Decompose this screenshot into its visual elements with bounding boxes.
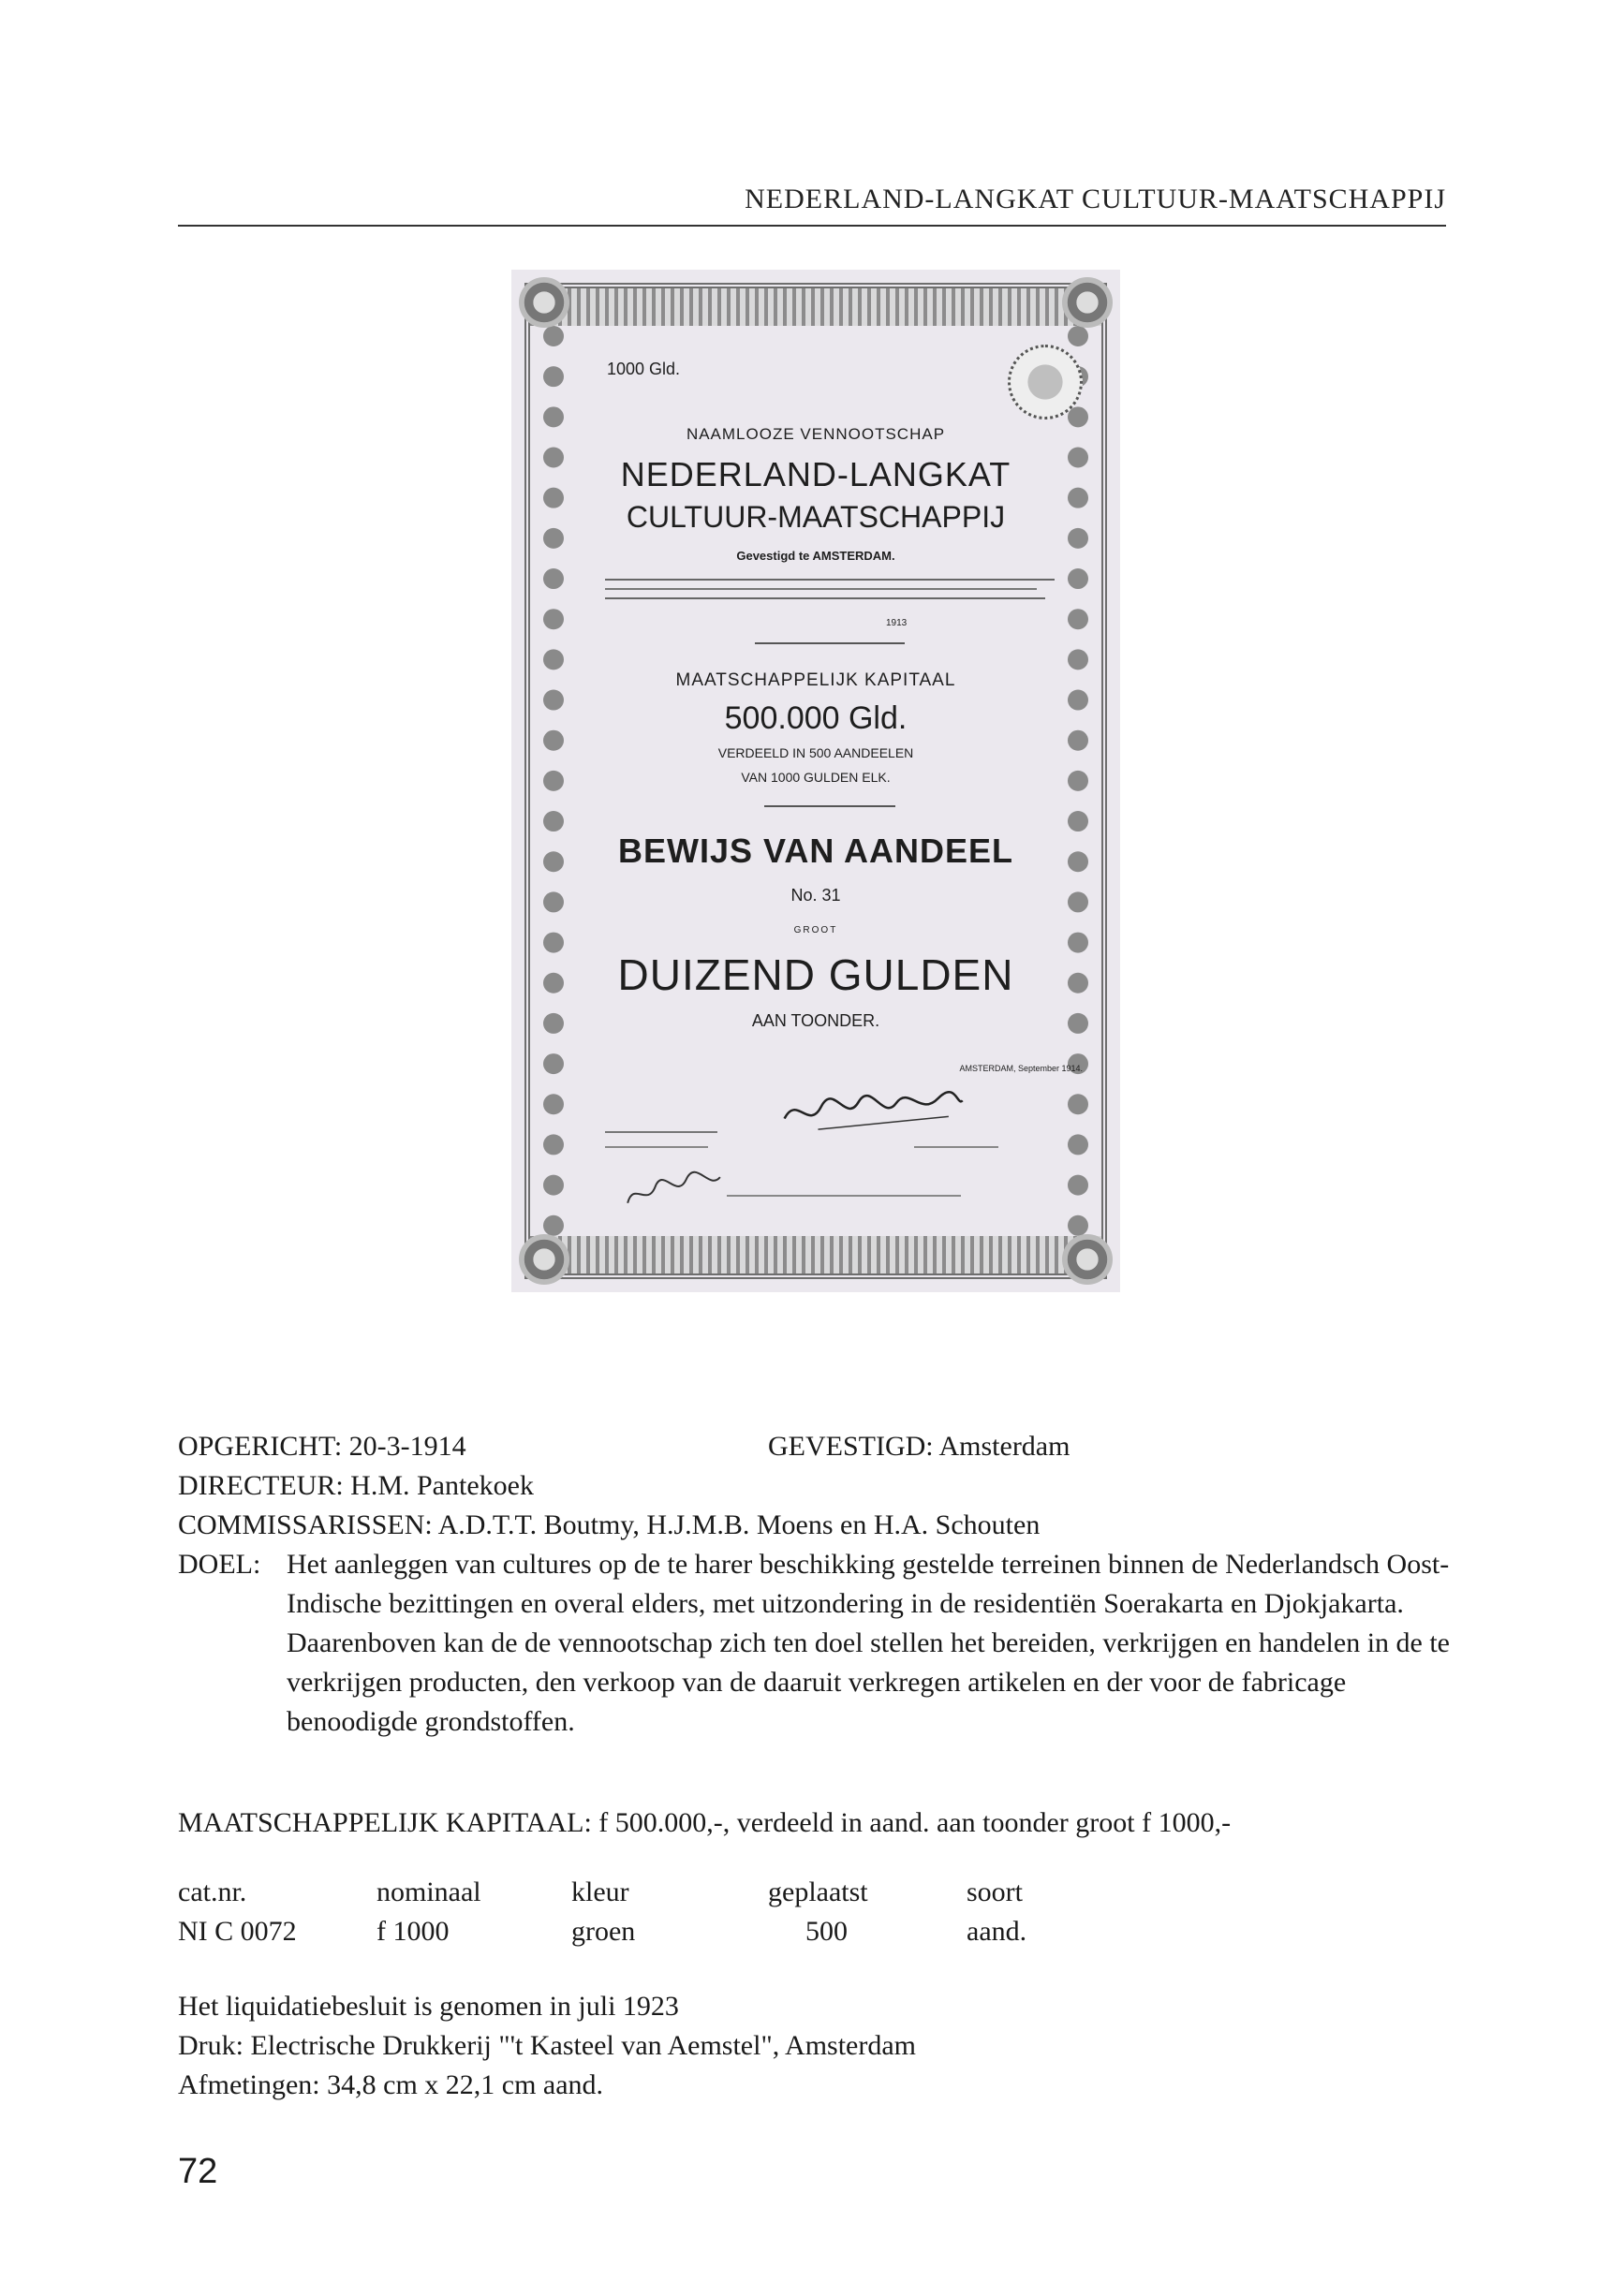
company-seal-icon	[1008, 345, 1083, 419]
corner-ornament-icon	[519, 1234, 569, 1285]
certificate-year: 1913	[886, 618, 908, 628]
certificate-ornament-top	[530, 288, 1101, 326]
purpose-label: DOEL:	[178, 1549, 261, 1580]
certificate-capital-label: MAATSCHAPPELIJK KAPITAAL	[675, 670, 956, 690]
certificate-company-type: NAAMLOOZE VENNOOTSCHAP	[686, 425, 946, 443]
table-header-nominaal: nominaal	[376, 1877, 481, 1907]
established-place: GEVESTIGD: Amsterdam	[768, 1431, 1070, 1462]
corner-ornament-icon	[519, 277, 569, 328]
certificate-fine-print	[727, 1195, 961, 1197]
page-number: 72	[178, 2152, 218, 2191]
page-header-title: NEDERLAND-LANGKAT CULTUUR-MAATSCHAPPIJ	[745, 184, 1446, 214]
printer-note: Druk: Electrische Drukkerij "'t Kasteel van Aemstel", Amsterdam	[178, 2030, 917, 2061]
table-cell-nominaal: f 1000	[376, 1916, 450, 1947]
table-cell-kleur: groen	[571, 1916, 636, 1947]
table-header-geplaatst: geplaatst	[768, 1877, 868, 1907]
corner-ornament-icon	[1062, 1234, 1113, 1285]
share-capital: MAATSCHAPPELIJK KAPITAAL: f 500.000,-, verdeeld in aand. aan toonder groot f 1000,-	[178, 1807, 1232, 1838]
certificate-established: Gevestigd te AMSTERDAM.	[736, 549, 895, 563]
certificate-rule	[755, 642, 905, 644]
table-cell-soort: aand.	[967, 1916, 1027, 1947]
table-header-kleur: kleur	[571, 1877, 629, 1907]
certificate-rule	[764, 805, 895, 807]
table-header-soort: soort	[967, 1877, 1023, 1907]
liquidation-note: Het liquidatiebesluit is genomen in juli 1923	[178, 1991, 679, 2022]
certificate-denomination: 1000 Gld.	[607, 360, 681, 378]
certificate-fine-print	[605, 1131, 717, 1133]
purpose-text: Het aanleggen van cultures op de te harer beschikking gestelde terreinen binnen de Nederlandsch Oost-Indische bezittingen en overal elders, met uitzondering in de residentiën Soerakarta en Djokjakarta. Daarenboven kan de de vennootschap zich ten doel stellen het bereiden, verkrijgen en handelen in de te verkrijgen producten, den verkoop van de daaruit verkregen artikelen en der voor de fabricage benoodigde grondstoffen.	[287, 1549, 1450, 1737]
director: DIRECTEUR: H.M. Pantekoek	[178, 1470, 534, 1501]
table-cell-geplaatst: 500	[805, 1916, 848, 1947]
table-header-catnr: cat.nr.	[178, 1877, 247, 1907]
certificate-fine-print	[914, 1146, 998, 1148]
share-certificate-image	[511, 270, 1120, 1292]
corner-ornament-icon	[1062, 277, 1113, 328]
certificate-bearer: AAN TOONDER.	[751, 1011, 880, 1030]
certificate-company-name-line2: CULTUUR-MAATSCHAPPIJ	[626, 500, 1006, 534]
certificate-groot: GROOT	[793, 925, 838, 935]
certificate-divided-line2: VAN 1000 GULDEN ELK.	[741, 770, 891, 785]
certificate-company-name-line1: NEDERLAND-LANGKAT	[620, 455, 1011, 493]
certificate-fine-print	[605, 575, 1055, 607]
header-rule	[178, 225, 1446, 227]
certificate-capital-amount: 500.000 Gld.	[724, 700, 908, 736]
dimensions-note: Afmetingen: 34,8 cm x 22,1 cm aand.	[178, 2069, 604, 2100]
certificate-place-date: AMSTERDAM, September 1914.	[959, 1064, 1083, 1073]
commissioners: COMMISSARISSEN: A.D.T.T. Boutmy, H.J.M.B. Moens en H.A. Schouten	[178, 1509, 1041, 1540]
certificate-amount-words: DUIZEND GULDEN	[617, 950, 1014, 999]
certificate-ornament-bottom	[530, 1236, 1101, 1273]
certificate-number: No. 31	[790, 886, 841, 905]
table-cell-catnr: NI C 0072	[178, 1916, 297, 1947]
certificate-fine-print	[605, 1146, 708, 1148]
certificate-share-title: BEWIJS VAN AANDEEL	[617, 832, 1014, 870]
founded-date: OPGERICHT: 20-3-1914	[178, 1431, 466, 1462]
certificate-divided-line1: VERDEELD IN 500 AANDEELEN	[717, 745, 914, 760]
